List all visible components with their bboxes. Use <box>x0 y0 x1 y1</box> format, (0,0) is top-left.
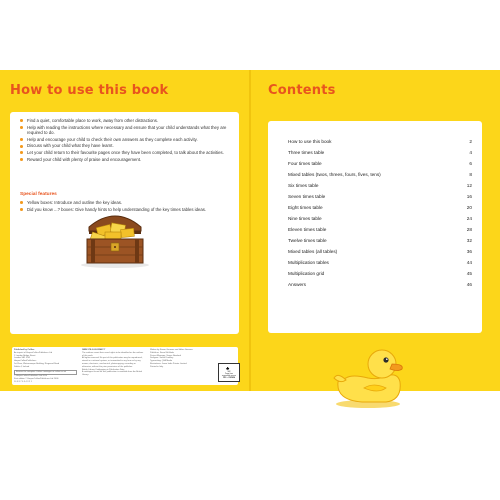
imprint-line: Dublin 4, Ireland <box>14 365 30 368</box>
toc-label: Answers <box>288 282 306 287</box>
tip-item: Help and encourage your child to check their own answers as they complete each activity. <box>20 137 233 143</box>
fsc-mix: MIX <box>227 372 231 373</box>
toc-row[interactable] <box>288 150 472 156</box>
toc-row[interactable] <box>288 282 472 288</box>
imprint-copyright: First edition © HarperCollinsPublishers Ltd 2006 <box>14 378 59 381</box>
how-to-use-title: How to use this book <box>10 83 169 98</box>
fsc-line: responsible sources <box>221 376 237 377</box>
imprint-copyright: © HarperCollinsPublishers Ltd 2020 <box>14 375 48 378</box>
toc-label: Twelve times table <box>288 238 327 243</box>
toc-row[interactable] <box>288 183 472 189</box>
imprint-catalogue-note: Browse the complete Collins catalogue at collins.co.uk <box>14 370 77 376</box>
toc-page: 20 <box>466 205 472 210</box>
imprint-publisher: Published by Collins <box>14 349 35 351</box>
toc-row[interactable] <box>288 260 472 266</box>
imprint-line: A catalogue record for this publication is available from the British Library. <box>82 371 143 377</box>
toc-label: How to use this book <box>288 139 332 144</box>
toc-row[interactable] <box>288 216 472 222</box>
toc-page: 8 <box>469 172 472 177</box>
toc-page: 24 <box>466 216 472 221</box>
imprint-line: 1 London Bridge Street <box>14 354 36 357</box>
imprint-panel <box>12 347 238 385</box>
toc-label: Four times table <box>288 161 322 166</box>
toc-page: 36 <box>466 249 472 254</box>
toc-label: Multiplication tables <box>288 260 329 265</box>
toc-row[interactable] <box>288 205 472 211</box>
how-to-use-panel <box>10 112 239 334</box>
special-feature-item: Yellow boxes: Introduce and outline the key ideas. <box>20 200 233 206</box>
imprint-line: Designer: Sarah Duxbury <box>150 357 174 360</box>
toc-row[interactable] <box>288 238 472 244</box>
toc-page: 28 <box>466 227 472 232</box>
toc-label: Mixed tables (twos, threes, fours, fives, tens) <box>288 172 381 177</box>
toc-label: Three times table <box>288 150 325 155</box>
toc-row[interactable] <box>288 139 472 145</box>
toc-page: 44 <box>466 260 472 265</box>
toc-page: 46 <box>466 282 472 287</box>
toc-page: 6 <box>469 161 472 166</box>
tips-list <box>20 118 233 163</box>
tip-item: Let your child return to their favourite pages once they have been completed, to talk about the activities. <box>20 150 233 156</box>
toc-label: Nine times table <box>288 216 322 221</box>
toc-page: 16 <box>466 194 472 199</box>
toc-row[interactable] <box>288 227 472 233</box>
fsc-logo <box>218 363 240 382</box>
toc-row[interactable] <box>288 194 472 200</box>
imprint-line: Printed in Italy <box>150 365 164 368</box>
toc-page: 4 <box>469 150 472 155</box>
tip-item: Help with reading the instructions where necessary and ensure that your child understands what they are required to do. <box>20 125 233 136</box>
toc-page: 45 <box>466 271 472 276</box>
page-gutter <box>249 70 251 391</box>
special-feature-item: Did you know ...? boxes: Give handy hints to help understanding of the key times tables ideas. <box>20 207 233 213</box>
tree-icon: ♣ <box>226 365 230 372</box>
fsc-line: Paper from <box>225 374 233 375</box>
imprint-line: Illustrations: Jouve India Private Limited <box>150 362 187 365</box>
imprint-isbn: ISBN 978-0-00-833487-7 <box>82 349 106 351</box>
book-spread <box>0 70 500 391</box>
imprint-line: The authors assert their moral rights to be identified as the authors of this work. <box>82 351 144 357</box>
imprint-line: All rights reserved. No part of this publication may be reproduced, stored in a retrieval system, or transmitted in any form or by any means, electronic, mechanical, photocopying, recording or otherwise, without the prior permission of the publisher. <box>82 357 143 368</box>
special-features-heading: Special features <box>20 192 57 197</box>
tip-item: Discuss with your child what they have learnt. <box>20 143 233 149</box>
toc-label: Multiplication grid <box>288 271 325 276</box>
imprint-line: Typesetting: Q2A Media <box>150 360 173 363</box>
toc-row[interactable] <box>288 249 472 255</box>
imprint-line: Publisher: Fiona McGlade <box>150 351 174 354</box>
imprint-column-publisher <box>14 349 77 384</box>
contents-panel <box>268 121 482 333</box>
toc-row[interactable] <box>288 271 472 277</box>
imprint-line: British Library Cataloguing in Publication Data <box>82 368 125 371</box>
tip-item: Find a quiet, comfortable place to work, away from other distractions. <box>20 118 233 124</box>
imprint-line: HarperCollinsPublishers <box>14 360 37 363</box>
tip-item: Reward your child with plenty of praise and encouragement. <box>20 157 233 163</box>
imprint-column-rights <box>82 349 145 377</box>
toc-row[interactable] <box>288 161 472 167</box>
toc-label: Seven times table <box>288 194 326 199</box>
toc-page: 2 <box>469 139 472 144</box>
imprint-line: Project Manager: Sonya Newland <box>150 354 181 357</box>
contents-title: Contents <box>268 83 336 98</box>
toc-label: Mixed tables (all tables) <box>288 249 338 254</box>
treasure-chest-illustration <box>77 207 153 269</box>
imprint-print-numbers: 10 9 8 7 6 5 4 3 2 1 <box>14 380 32 383</box>
imprint-line: 1st Floor, Watermarque Building, Ringsend Road <box>14 362 60 365</box>
table-of-contents <box>288 139 472 288</box>
imprint-line: Written by Simon Greaves and Helen Greaves <box>150 349 193 351</box>
toc-label: Eight times table <box>288 205 323 210</box>
toc-label: Six times table <box>288 183 319 188</box>
fsc-code: FSC™ C007454 <box>223 378 235 379</box>
imprint-column-credits <box>150 349 213 369</box>
imprint-line: An imprint of HarperCollinsPublishers Ltd <box>14 351 53 354</box>
toc-row[interactable] <box>288 172 472 178</box>
toc-label: Eleven times table <box>288 227 327 232</box>
toc-page: 12 <box>466 183 472 188</box>
imprint-line: London SE1 9GF <box>14 357 31 360</box>
toc-page: 32 <box>466 238 472 243</box>
rubber-duck-illustration <box>328 342 408 412</box>
